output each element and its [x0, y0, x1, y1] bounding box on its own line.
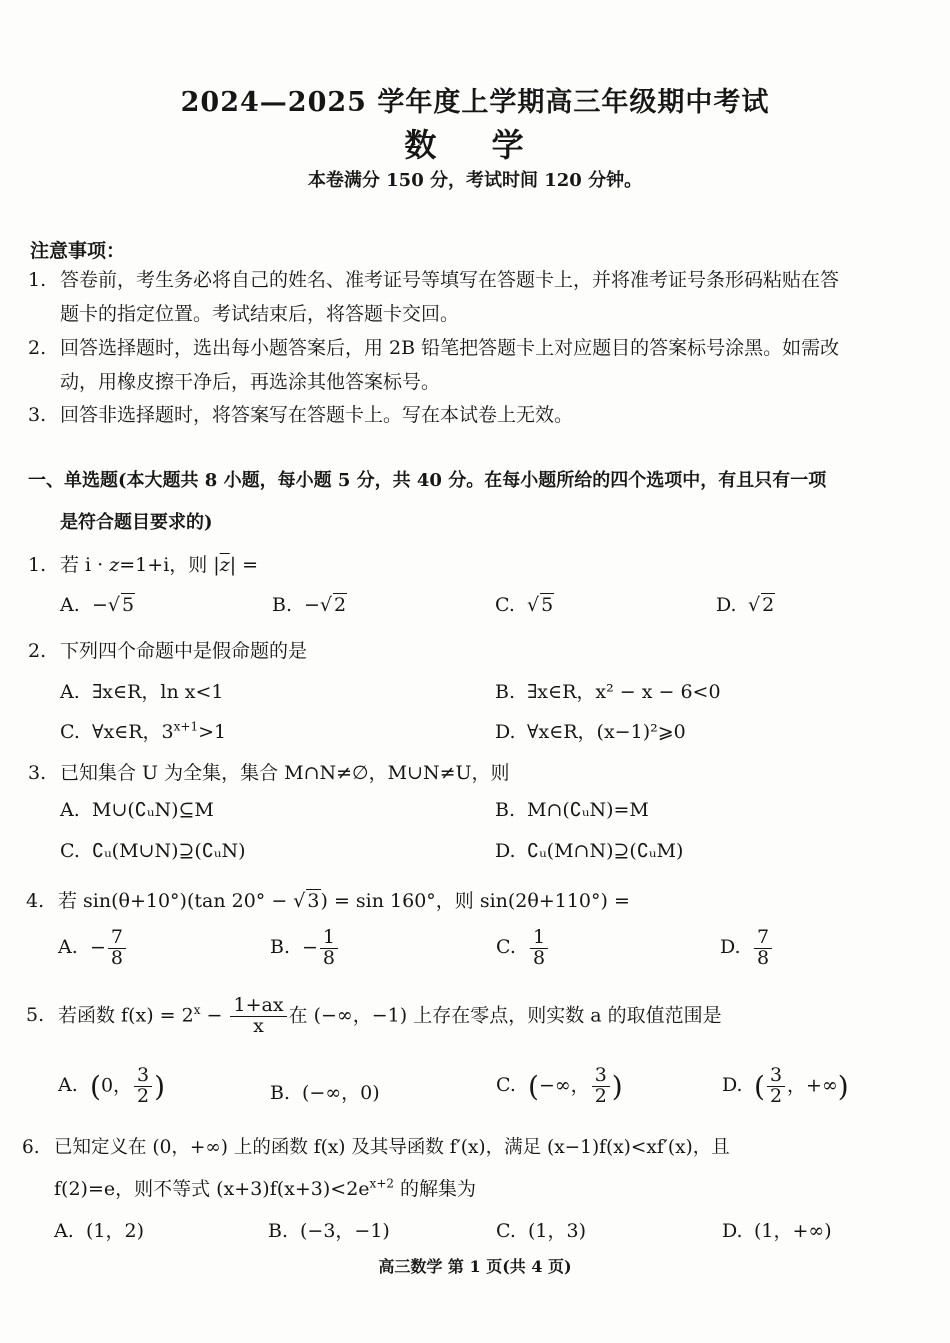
question-number: 2. [28, 640, 47, 662]
denominator: 8 [533, 946, 546, 969]
stem-text: | = [229, 554, 259, 576]
q3-option-b[interactable] [495, 799, 649, 821]
option-text: M∪(∁ᵤN)⊆M [92, 799, 214, 821]
q2-option-a[interactable] [60, 677, 223, 704]
q2-option-c[interactable] [60, 717, 226, 744]
note-number: 1. [28, 269, 47, 291]
option-label: B. [270, 1082, 291, 1104]
q4-option-a[interactable] [58, 928, 128, 969]
stem-text: f(2)=e，则不等式 (x+3)f(x+3)<2e [54, 1178, 370, 1200]
q3-option-a[interactable] [60, 799, 214, 821]
exam-info: 本卷满分 150 分，考试时间 120 分钟。 [307, 170, 643, 191]
option-label: D. [720, 936, 741, 959]
stem-text: 若 i · [60, 554, 110, 576]
q2-option-d[interactable] [495, 717, 686, 744]
question-number: 4. [26, 890, 45, 912]
question-3 [28, 758, 510, 785]
note-text: 回答非选择题时，将答案写在答题卡上。写在本试卷上无效。 [60, 404, 574, 426]
question-6-cont [54, 1174, 476, 1201]
sign: − [302, 936, 318, 959]
note-number: 2. [28, 337, 47, 359]
sqrt-symbol: √ [107, 594, 121, 616]
exam-title: 2024—2025 学年度上学期高三年级期中考试 [180, 87, 770, 118]
question-4 [26, 886, 630, 913]
option-text: (−∞，0) [302, 1082, 380, 1104]
denominator: 2 [137, 1084, 150, 1107]
q6-option-d[interactable] [722, 1216, 832, 1243]
fraction [767, 1066, 785, 1107]
q3-option-d[interactable] [495, 840, 683, 862]
option-label: C. [60, 721, 80, 743]
q4-option-c[interactable] [496, 928, 550, 969]
option-label: C. [495, 594, 515, 616]
numerator: 1 [320, 928, 338, 949]
fraction [230, 996, 286, 1037]
variable-z-conjugate: $\overline{z}$ [219, 554, 230, 576]
exponent: x [193, 1003, 201, 1018]
right-paren: ) [837, 1069, 849, 1103]
q6-option-b[interactable] [268, 1216, 390, 1243]
note-item-2-cont: 动，用橡皮擦干净后，再选涂其他答案标号。 [60, 371, 441, 393]
option-label: A. [54, 1220, 74, 1242]
stem-text: 下列四个命题中是假命题的是 [60, 640, 308, 662]
option-label: D. [722, 1074, 743, 1097]
option-text: ∃x∈R，x² − x − 6<0 [527, 681, 721, 703]
option-label: D. [716, 594, 737, 616]
question-2 [28, 636, 307, 663]
stem-text: − [200, 1004, 229, 1027]
option-label: D. [722, 1220, 743, 1242]
numerator: 3 [767, 1066, 785, 1087]
q5-option-a[interactable] [58, 1066, 165, 1107]
stem-text: 的解集为 [394, 1178, 477, 1200]
denominator: 8 [322, 946, 336, 969]
question-number: 1. [28, 554, 47, 576]
option-text: ∀x∈R，(x−1)²⩾0 [527, 721, 686, 743]
denominator: 8 [110, 946, 124, 969]
option-label: B. [268, 1220, 289, 1242]
stem-text: =1+i，则 | [119, 554, 220, 576]
q5-option-b[interactable] [270, 1078, 380, 1105]
numerator: 7 [754, 928, 772, 949]
q6-option-c[interactable] [496, 1216, 586, 1243]
option-text: (1，+∞) [754, 1220, 832, 1242]
variable-z: z [109, 554, 120, 576]
left-paren: ( [528, 1069, 539, 1103]
question-number: 5. [26, 1004, 45, 1027]
option-text: (1，2) [86, 1220, 145, 1242]
option-label: C. [496, 1220, 516, 1242]
numerator: 7 [108, 928, 126, 949]
sqrt-symbol: √ [527, 594, 540, 616]
fraction [530, 928, 548, 969]
note-item-1-cont: 题卡的指定位置。考试结束后，将答题卡交回。 [60, 303, 460, 325]
note-item-2 [28, 333, 839, 360]
exponent: x+2 [369, 1176, 395, 1191]
option-label: C. [496, 1074, 516, 1097]
question-number: 3. [28, 762, 47, 784]
note-item-3 [28, 400, 573, 427]
exponent: x+1 [173, 719, 199, 734]
radicand: 2 [334, 594, 347, 616]
fraction [592, 1066, 610, 1107]
option-label: B. [495, 681, 516, 703]
denominator: 8 [757, 946, 770, 969]
option-text: 0， [100, 1074, 133, 1097]
radicand: 3 [307, 890, 320, 912]
option-text: M∩(∁ᵤN)=M [527, 799, 649, 821]
notes-heading: 注意事项： [30, 240, 126, 262]
stem-text: 已知集合 U 为全集，集合 M∩N≠∅，M∪N≠U，则 [60, 762, 510, 784]
option-text: ，+∞ [787, 1074, 838, 1097]
option-label: A. [60, 681, 80, 703]
question-5 [26, 996, 722, 1037]
sign: − [304, 594, 320, 616]
option-text: (1，3) [528, 1220, 587, 1242]
option-text: ∃x∈R，ln x<1 [92, 681, 224, 703]
section-heading: 一、单选题(本大题共 8 小题，每小题 5 分，共 40 分。在每小题所给的四个选项中，有且只有一项 [28, 470, 827, 491]
page-footer: 高三数学 第 1 页(共 4 页) [378, 1257, 572, 1276]
q1-option-b[interactable] [272, 594, 347, 616]
numerator: 1+ax [230, 996, 286, 1017]
numerator: 3 [134, 1066, 152, 1087]
stem-text: ) = sin 160°，则 sin(2θ+110°) = [320, 890, 630, 912]
numerator: 3 [592, 1066, 610, 1087]
stem-text: 已知定义在 (0，+∞) 上的函数 f(x) 及其导函数 f′(x)，满足 (x−1)f(x)<xf′(x)，且 [54, 1137, 730, 1158]
q6-option-a[interactable] [54, 1216, 144, 1243]
stem-text: 若函数 f(x) = 2 [58, 1004, 194, 1027]
option-label: A. [60, 594, 80, 616]
sqrt-symbol: √ [293, 890, 306, 912]
fraction [320, 928, 338, 969]
fraction [134, 1066, 152, 1107]
note-text: 答卷前，考生务必将自己的姓名、准考证号等填写在答题卡上，并将准考证号条形码粘贴在答 [60, 269, 840, 291]
denominator: 2 [769, 1084, 783, 1107]
subject-title: 数 学 [404, 126, 546, 164]
q2-option-b[interactable] [495, 677, 721, 704]
sign: − [90, 936, 106, 959]
numerator: 1 [530, 928, 548, 949]
question-1 [28, 550, 258, 577]
fraction [754, 928, 772, 969]
q3-option-c[interactable] [60, 840, 246, 862]
radicand: 5 [541, 594, 554, 616]
option-text: ∁ᵤ(M∩N)⊇(∁ᵤM) [527, 840, 684, 862]
q1-option-d[interactable] [716, 594, 775, 616]
option-label: D. [495, 721, 516, 743]
radicand: 2 [762, 594, 775, 616]
option-label: B. [272, 594, 293, 616]
q4-option-d[interactable] [720, 928, 774, 969]
option-label: C. [496, 936, 516, 959]
q5-option-d[interactable] [722, 1066, 849, 1107]
option-text: (−3，−1) [300, 1220, 390, 1242]
option-label: A. [58, 936, 78, 959]
question-number: 6. [22, 1137, 40, 1158]
q1-option-c[interactable] [495, 594, 554, 616]
section-heading-cont: 是符合题目要求的) [60, 512, 213, 533]
q1-option-a[interactable] [60, 594, 135, 616]
stem-text: 若 sin(θ+10°)(tan 20° − [58, 890, 294, 912]
sqrt-symbol: √ [748, 594, 761, 616]
stem-text: 在 (−∞，−1) 上存在零点，则实数 a 的取值范围是 [288, 1004, 722, 1027]
denominator: 2 [594, 1084, 607, 1107]
option-label: A. [58, 1074, 78, 1097]
option-label: D. [495, 840, 516, 862]
fraction [108, 928, 126, 969]
option-label: C. [60, 840, 80, 862]
left-paren: ( [754, 1069, 765, 1103]
option-text: ∀x∈R，3 [92, 721, 174, 743]
denominator: x [253, 1014, 264, 1037]
right-paren: ) [611, 1069, 623, 1103]
radicand: 5 [122, 594, 135, 616]
option-text: −∞， [538, 1074, 590, 1097]
left-paren: ( [90, 1069, 101, 1103]
option-label: A. [60, 799, 80, 821]
option-label: B. [270, 936, 291, 959]
option-text: ∁ᵤ(M∪N)⊇(∁ᵤN) [92, 840, 246, 862]
sqrt-symbol: √ [319, 594, 333, 616]
note-item-1 [28, 265, 839, 292]
option-text: >1 [198, 721, 227, 743]
note-text: 回答选择题时，选出每小题答案后，用 2B 铅笔把答题卡上对应题目的答案标号涂黑。如需改 [60, 337, 840, 359]
sign: − [92, 594, 108, 616]
q5-option-c[interactable] [496, 1066, 623, 1107]
option-label: B. [495, 799, 516, 821]
right-paren: ) [154, 1069, 166, 1103]
q4-option-b[interactable] [270, 928, 340, 969]
note-number: 3. [28, 404, 47, 426]
question-6 [22, 1133, 730, 1159]
